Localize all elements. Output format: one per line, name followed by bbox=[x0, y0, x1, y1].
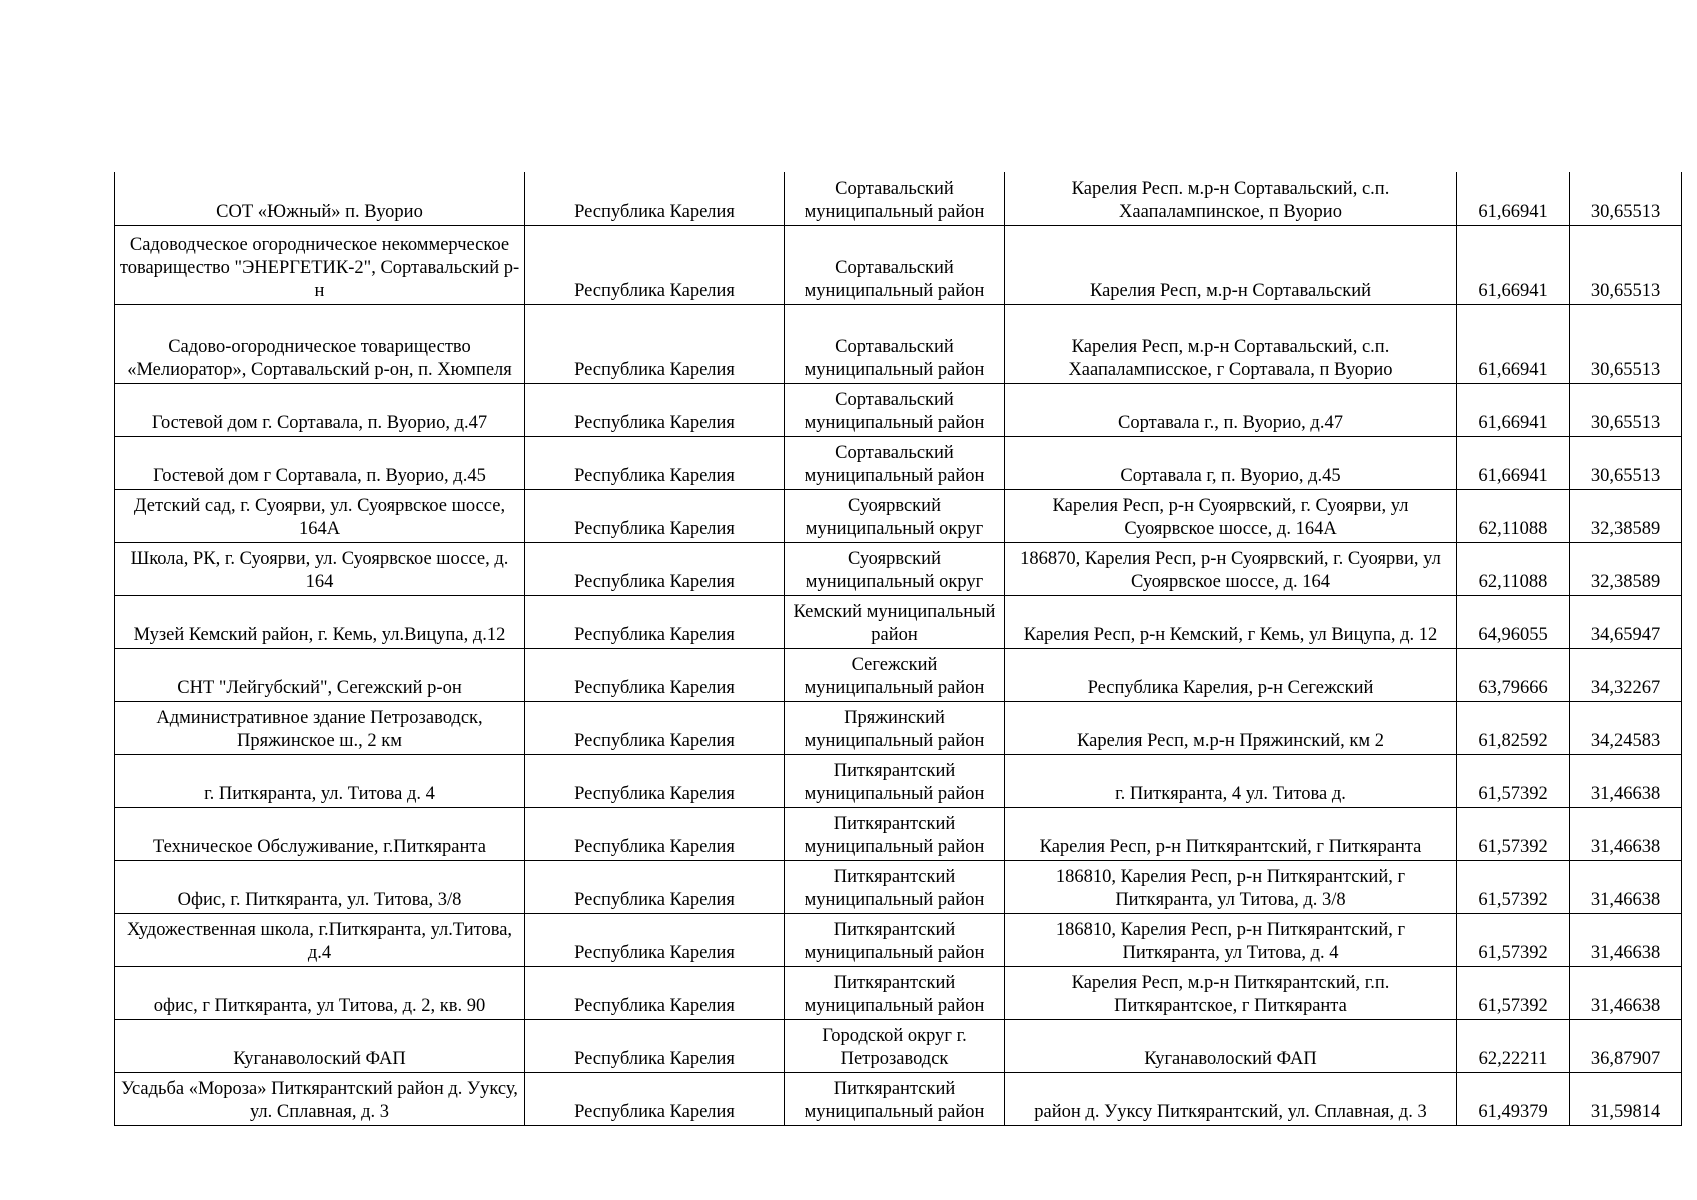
latitude-cell: 62,11088 bbox=[1457, 542, 1570, 595]
district-cell: Пряжинский муниципальный район bbox=[785, 701, 1005, 754]
object-name-cell: Художественная школа, г.Питкяранта, ул.Титова, д.4 bbox=[115, 913, 525, 966]
table-row bbox=[115, 595, 1682, 648]
address-cell: район д. Ууксу Питкярантский, ул. Сплавная, д. 3 bbox=[1005, 1072, 1457, 1125]
longitude-cell: 30,65513 bbox=[1570, 172, 1682, 225]
object-name-cell: Садово-огородническое товарищество «Мелиоратор», Сортавальский р-он, п. Хюмпеля bbox=[115, 304, 525, 383]
region-cell: Республика Карелия bbox=[525, 807, 785, 860]
region-cell: Республика Карелия bbox=[525, 304, 785, 383]
latitude-cell: 61,66941 bbox=[1457, 304, 1570, 383]
district-cell: Сегежский муниципальный район bbox=[785, 648, 1005, 701]
longitude-cell: 30,65513 bbox=[1570, 225, 1682, 304]
table-row bbox=[115, 436, 1682, 489]
table-row bbox=[115, 1019, 1682, 1072]
district-cell: Сортавальский муниципальный район bbox=[785, 436, 1005, 489]
longitude-cell: 30,65513 bbox=[1570, 383, 1682, 436]
latitude-cell: 61,57392 bbox=[1457, 966, 1570, 1019]
address-cell: 186810, Карелия Респ, р-н Питкярантский, г Питкяранта, ул Титова, д. 4 bbox=[1005, 913, 1457, 966]
object-name-cell: Садоводческое огородническое некоммерческое товарищество "ЭНЕРГЕТИК-2", Сортавальский р-н bbox=[115, 225, 525, 304]
object-name-cell: Техническое Обслуживание, г.Питкяранта bbox=[115, 807, 525, 860]
longitude-cell: 31,46638 bbox=[1570, 860, 1682, 913]
locations-table bbox=[114, 172, 1682, 1126]
district-cell: Питкярантский муниципальный район bbox=[785, 1072, 1005, 1125]
address-cell: Карелия Респ, м.р-н Сортавальский, с.п. Хаапаламписское, г Сортавала, п Вуорио bbox=[1005, 304, 1457, 383]
address-cell: Карелия Респ, р-н Питкярантский, г Питкяранта bbox=[1005, 807, 1457, 860]
district-cell: Питкярантский муниципальный район bbox=[785, 754, 1005, 807]
table-row bbox=[115, 542, 1682, 595]
address-cell: Сортавала г, п. Вуорио, д.45 bbox=[1005, 436, 1457, 489]
region-cell: Республика Карелия bbox=[525, 648, 785, 701]
table-row bbox=[115, 860, 1682, 913]
object-name-cell: СОТ «Южный» п. Вуорио bbox=[115, 172, 525, 225]
address-cell: Карелия Респ, м.р-н Пряжинский, км 2 bbox=[1005, 701, 1457, 754]
region-cell: Республика Карелия bbox=[525, 489, 785, 542]
object-name-cell: Детский сад, г. Суоярви, ул. Суоярвское шоссе, 164А bbox=[115, 489, 525, 542]
longitude-cell: 34,32267 bbox=[1570, 648, 1682, 701]
region-cell: Республика Карелия bbox=[525, 542, 785, 595]
object-name-cell: Гостевой дом г. Сортавала, п. Вуорио, д.47 bbox=[115, 383, 525, 436]
longitude-cell: 36,87907 bbox=[1570, 1019, 1682, 1072]
object-name-cell: г. Питкяранта, ул. Титова д. 4 bbox=[115, 754, 525, 807]
latitude-cell: 61,57392 bbox=[1457, 913, 1570, 966]
region-cell: Республика Карелия bbox=[525, 225, 785, 304]
address-cell: Карелия Респ. м.р-н Сортавальский, с.п. Хаапалампинское, п Вуорио bbox=[1005, 172, 1457, 225]
district-cell: Суоярвский муниципальный округ bbox=[785, 489, 1005, 542]
table-row bbox=[115, 225, 1682, 304]
latitude-cell: 61,66941 bbox=[1457, 436, 1570, 489]
latitude-cell: 61,49379 bbox=[1457, 1072, 1570, 1125]
region-cell: Республика Карелия bbox=[525, 701, 785, 754]
region-cell: Республика Карелия bbox=[525, 966, 785, 1019]
object-name-cell: Гостевой дом г Сортавала, п. Вуорио, д.45 bbox=[115, 436, 525, 489]
object-name-cell: Куганаволоский ФАП bbox=[115, 1019, 525, 1072]
latitude-cell: 62,11088 bbox=[1457, 489, 1570, 542]
longitude-cell: 32,38589 bbox=[1570, 542, 1682, 595]
latitude-cell: 61,66941 bbox=[1457, 172, 1570, 225]
longitude-cell: 34,24583 bbox=[1570, 701, 1682, 754]
district-cell: Питкярантский муниципальный район bbox=[785, 966, 1005, 1019]
district-cell: Питкярантский муниципальный район bbox=[785, 807, 1005, 860]
table-row bbox=[115, 304, 1682, 383]
object-name-cell: Усадьба «Мороза» Питкярантский район д. Ууксу, ул. Сплавная, д. 3 bbox=[115, 1072, 525, 1125]
longitude-cell: 31,46638 bbox=[1570, 966, 1682, 1019]
region-cell: Республика Карелия bbox=[525, 913, 785, 966]
district-cell: Сортавальский муниципальный район bbox=[785, 172, 1005, 225]
region-cell: Республика Карелия bbox=[525, 436, 785, 489]
region-cell: Республика Карелия bbox=[525, 595, 785, 648]
table-row bbox=[115, 966, 1682, 1019]
latitude-cell: 61,66941 bbox=[1457, 383, 1570, 436]
address-cell: Карелия Респ, м.р-н Сортавальский bbox=[1005, 225, 1457, 304]
address-cell: Республика Карелия, р-н Сегежский bbox=[1005, 648, 1457, 701]
longitude-cell: 34,65947 bbox=[1570, 595, 1682, 648]
district-cell: Суоярвский муниципальный округ bbox=[785, 542, 1005, 595]
table-row bbox=[115, 701, 1682, 754]
longitude-cell: 31,46638 bbox=[1570, 754, 1682, 807]
latitude-cell: 61,66941 bbox=[1457, 225, 1570, 304]
object-name-cell: офис, г Питкяранта, ул Титова, д. 2, кв. 90 bbox=[115, 966, 525, 1019]
object-name-cell: Административное здание Петрозаводск, Пряжинское ш., 2 км bbox=[115, 701, 525, 754]
object-name-cell: Офис, г. Питкяранта, ул. Титова, 3/8 bbox=[115, 860, 525, 913]
longitude-cell: 30,65513 bbox=[1570, 436, 1682, 489]
address-cell: Сортавала г., п. Вуорио, д.47 bbox=[1005, 383, 1457, 436]
region-cell: Республика Карелия bbox=[525, 1019, 785, 1072]
district-cell: Сортавальский муниципальный район bbox=[785, 225, 1005, 304]
object-name-cell: Музей Кемский район, г. Кемь, ул.Вицупа, д.12 bbox=[115, 595, 525, 648]
table-row bbox=[115, 172, 1682, 225]
table-row bbox=[115, 754, 1682, 807]
table-row bbox=[115, 383, 1682, 436]
district-cell: Питкярантский муниципальный район bbox=[785, 860, 1005, 913]
region-cell: Республика Карелия bbox=[525, 754, 785, 807]
latitude-cell: 61,57392 bbox=[1457, 860, 1570, 913]
latitude-cell: 62,22211 bbox=[1457, 1019, 1570, 1072]
latitude-cell: 61,57392 bbox=[1457, 807, 1570, 860]
longitude-cell: 30,65513 bbox=[1570, 304, 1682, 383]
region-cell: Республика Карелия bbox=[525, 172, 785, 225]
latitude-cell: 61,82592 bbox=[1457, 701, 1570, 754]
address-cell: Куганаволоский ФАП bbox=[1005, 1019, 1457, 1072]
longitude-cell: 31,46638 bbox=[1570, 913, 1682, 966]
address-cell: Карелия Респ, р-н Суоярвский, г. Суоярви, ул Суоярвское шоссе, д. 164А bbox=[1005, 489, 1457, 542]
table-row bbox=[115, 913, 1682, 966]
region-cell: Республика Карелия bbox=[525, 1072, 785, 1125]
address-cell: 186870, Карелия Респ, р-н Суоярвский, г. Суоярви, ул Суоярвское шоссе, д. 164 bbox=[1005, 542, 1457, 595]
object-name-cell: Школа, РК, г. Суоярви, ул. Суоярвское шоссе, д. 164 bbox=[115, 542, 525, 595]
address-cell: Карелия Респ, м.р-н Питкярантский, г.п. Питкярантское, г Питкяранта bbox=[1005, 966, 1457, 1019]
district-cell: Питкярантский муниципальный район bbox=[785, 913, 1005, 966]
object-name-cell: СНТ "Лейгубский", Сегежский р-он bbox=[115, 648, 525, 701]
table-row bbox=[115, 648, 1682, 701]
address-cell: г. Питкяранта, 4 ул. Титова д. bbox=[1005, 754, 1457, 807]
latitude-cell: 63,79666 bbox=[1457, 648, 1570, 701]
district-cell: Городской округ г. Петрозаводск bbox=[785, 1019, 1005, 1072]
latitude-cell: 61,57392 bbox=[1457, 754, 1570, 807]
longitude-cell: 31,59814 bbox=[1570, 1072, 1682, 1125]
latitude-cell: 64,96055 bbox=[1457, 595, 1570, 648]
address-cell: 186810, Карелия Респ, р-н Питкярантский, г Питкяранта, ул Титова, д. 3/8 bbox=[1005, 860, 1457, 913]
region-cell: Республика Карелия bbox=[525, 383, 785, 436]
longitude-cell: 31,46638 bbox=[1570, 807, 1682, 860]
address-cell: Карелия Респ, р-н Кемский, г Кемь, ул Вицупа, д. 12 bbox=[1005, 595, 1457, 648]
district-cell: Сортавальский муниципальный район bbox=[785, 304, 1005, 383]
district-cell: Сортавальский муниципальный район bbox=[785, 383, 1005, 436]
table-row bbox=[115, 489, 1682, 542]
region-cell: Республика Карелия bbox=[525, 860, 785, 913]
longitude-cell: 32,38589 bbox=[1570, 489, 1682, 542]
table-row bbox=[115, 807, 1682, 860]
district-cell: Кемский муниципальный район bbox=[785, 595, 1005, 648]
table-row bbox=[115, 1072, 1682, 1125]
